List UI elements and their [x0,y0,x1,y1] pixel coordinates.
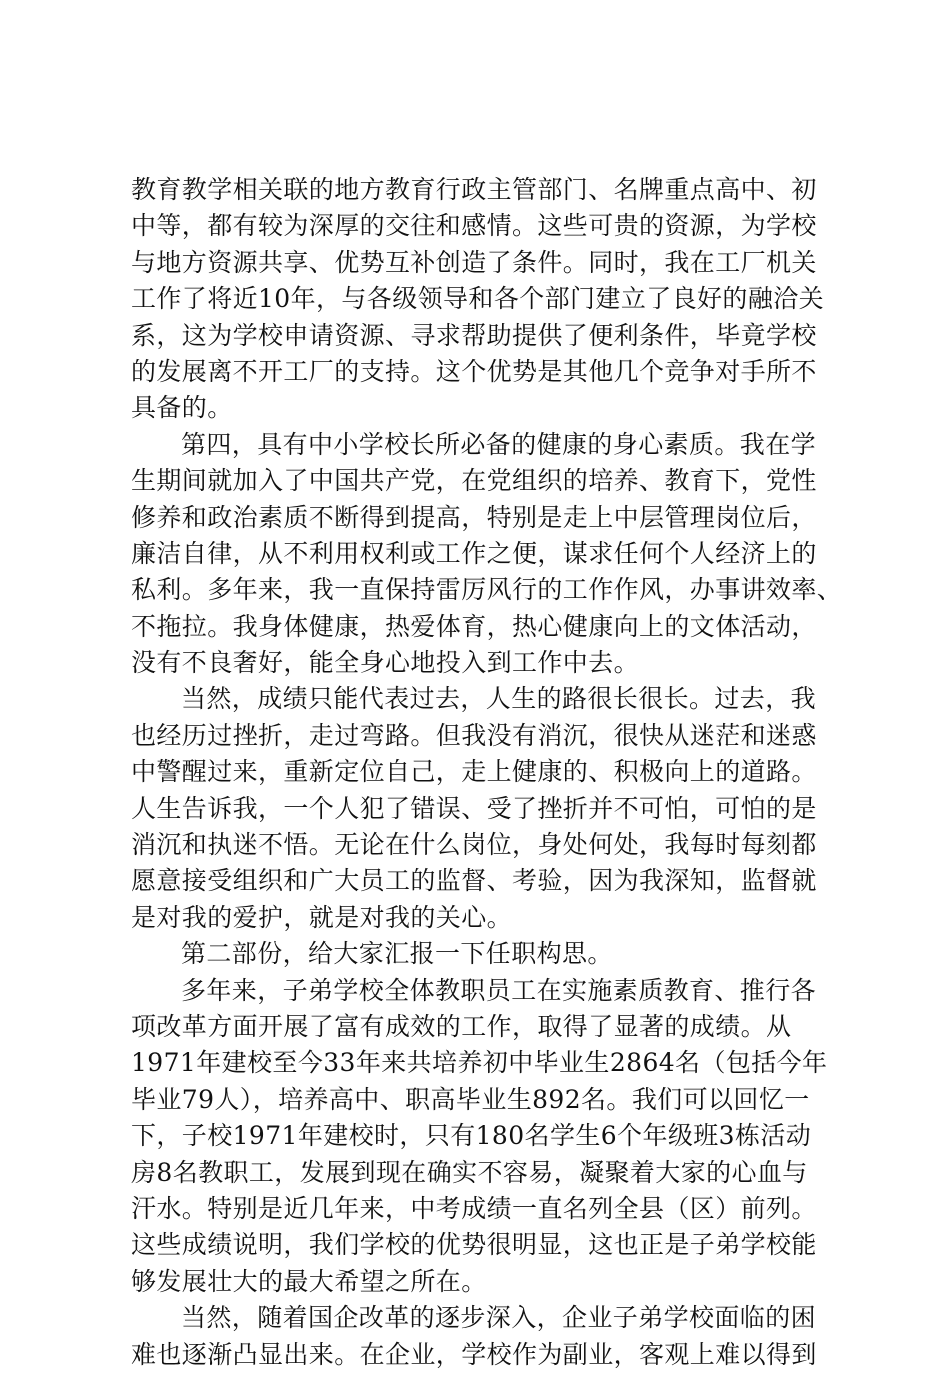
text-line: 愿意接受组织和广大员工的监督、考验，因为我深知，监督就 [131,866,817,896]
text-line: 生期间就加入了中国共产党，在党组织的培养、教育下，党性 [131,466,817,496]
text-line: 廉洁自律，从不利用权利或工作之便，谋求任何个人经济上的 [131,538,817,568]
text-line: 第二部份，给大家汇报一下任职构思。 [181,939,613,969]
text-line: 够发展壮大的最大希望之所在。 [131,1266,487,1296]
text-line: 修养和政治素质不断得到提高，特别是走上中层管理岗位后， [131,502,817,532]
text-line: 的发展离不开工厂的支持。这个优势是其他几个竞争对手所不 [131,356,817,386]
text-line: 当然，成绩只能代表过去，人生的路很长很长。过去，我 [181,684,817,714]
text-line: 下，子校1971年建校时，只有180名学生6个年级班3栋活动 [131,1121,812,1151]
text-line: 房8名教职工，发展到现在确实不容易，凝聚着大家的心血与 [131,1157,808,1187]
text-line: 具备的。 [131,393,233,423]
text-line: 不拖拉。我身体健康，热爱体育，热心健康向上的文体活动， [131,611,817,641]
text-line: 私利。多年来，我一直保持雷厉风行的工作作风，办事讲效率、 [131,575,843,605]
text-line: 消沉和执迷不悟。无论在什么岗位，身处何处，我每时每刻都 [131,830,817,860]
text-line: 没有不良奢好，能全身心地投入到工作中去。 [131,648,640,678]
text-line: 难也逐渐凸显出来。在企业，学校作为副业，客观上难以得到 [131,1339,817,1369]
text-line: 工作了将近10年，与各级领导和各个部门建立了良好的融洽关 [131,284,825,314]
text-line: 中等，都有较为深厚的交往和感情。这些可贵的资源，为学校 [131,211,817,241]
text-line: 这些成绩说明，我们学校的优势很明显，这也正是子弟学校能 [131,1230,817,1260]
text-line: 毕业79人），培养高中、职高毕业生892名。我们可以回忆一 [131,1084,810,1114]
text-line: 项改革方面开展了富有成效的工作，取得了显著的成绩。从 [131,1011,792,1041]
text-line: 也经历过挫折，走过弯路。但我没有消沉，很快从迷茫和迷惑 [131,720,817,750]
text-line: 系，这为学校申请资源、寻求帮助提供了便利条件，毕竟学校 [131,320,817,350]
text-line: 当然，随着国企改革的逐步深入，企业子弟学校面临的困 [181,1303,817,1333]
text-line: 人生告诉我，一个人犯了错误、受了挫折并不可怕，可怕的是 [131,793,817,823]
text-line: 1971年建校至今33年来共培养初中毕业生2864名（包括今年 [131,1048,828,1078]
text-line: 汗水。特别是近几年来，中考成绩一直名列全县（区）前列。 [131,1193,817,1223]
text-line: 教育教学相关联的地方教育行政主管部门、名牌重点高中、初 [131,175,817,204]
document-body [131,172,843,1373]
text-line: 中警醒过来，重新定位自己，走上健康的、积极向上的道路。 [131,757,817,787]
text-line: 是对我的爱护，就是对我的关心。 [131,902,513,932]
text-line: 与地方资源共享、优势互补创造了条件。同时，我在工厂机关 [131,247,817,277]
text-line: 多年来，子弟学校全体教职员工在实施素质教育、推行各 [181,975,817,1005]
text-line: 第四，具有中小学校长所必备的健康的身心素质。我在学 [181,429,817,459]
